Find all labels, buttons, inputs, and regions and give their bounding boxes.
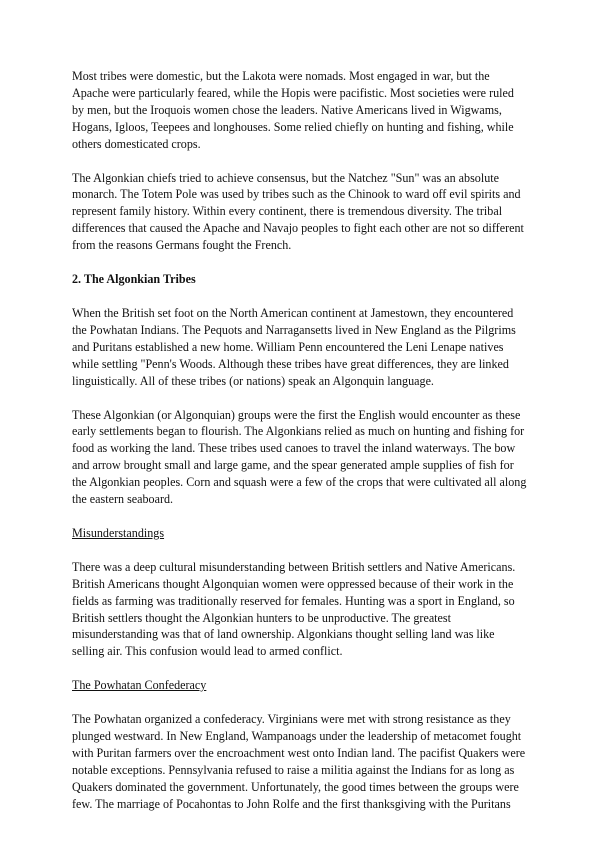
paragraph-algonkian-lifestyle: These Algonkian (or Algonquian) groups were the first the English would encounter as these early settlements began to flourish. The Algonkians relied as much on hunting and fishing for food as working the land. These tribes used canoes to travel the inland waterways. The bow and arrow brought small and large game, and the spear generated ample supplies of fish for the Algonkian peoples. Corn and squash were a few of the crops that were cultivated all along the eastern seaboard. xyxy=(72,407,527,507)
paragraph-tribal-diversity: Most tribes were domestic, but the Lakota were nomads. Most engaged in war, but the Apache were particularly feared, while the Hopis were pacifistic. Most societies were ruled by men, but the Iroquois women chose the leaders. Native Americans lived in Wigwams, Hogans, Igloos, Teepees and longhouses. Some relied chiefly on hunting and fishing, while others domesticated crops. xyxy=(72,69,514,151)
section-heading-algonkian-tribes: 2. The Algonkian Tribes xyxy=(72,272,196,287)
subheading-powhatan-confederacy: The Powhatan Confederacy xyxy=(72,678,207,693)
document-page xyxy=(72,68,528,830)
paragraph-governance-and-conflict: The Algonkian chiefs tried to achieve consensus, but the Natchez "Sun" was an absolute monarch. The Totem Pole was used by tribes such as the Chinook to ward off evil spirits and represent family history. Within every continent, there is tremendous diversity. The tribal differences that caused the Apache and Navajo peoples to fight each other are not so different from the reasons Germans fought the French. xyxy=(72,170,524,253)
paragraph-cultural-misunderstanding: There was a deep cultural misunderstanding between British settlers and Native Americans. British Americans thought Algonquian women were oppressed because of their work in the fields as farming was traditionally reserved for females. Hunting was a sport in England, so British settlers thought the Algonkian hunters to be unproductive. The greatest misunderstanding was that of land ownership. Algonkians thought selling land was like selling air. This confusion would lead to armed conflict. xyxy=(72,559,516,659)
paragraph-british-encounters: When the British set foot on the North American continent at Jamestown, they encountered the Powhatan Indians. The Pequots and Narragansetts lived in New England as the Pilgrims and Puritans established a new home. William Penn encountered the Leni Lenape natives while settling "Penn's Woods. Although these tribes have great differences, they are linked linguistically. All of these tribes (or nations) speak an Algonquin language. xyxy=(72,305,516,388)
paragraph-powhatan-confederacy: The Powhatan organized a confederacy. Virginians were met with strong resistance as they plunged westward. In New England, Wampanoags under the leadership of metacomet fought with Puritan farmers over the encroachment west onto Indian land. The pacifist Quakers were notable exceptions. Pennsylvania refused to raise a militia against the Indians for as long as Quakers dominated the government. Unfortunately, the good times between the groups were few. The marriage of Pocahontas to John Rolfe and the first thanksgiving with the Puritans xyxy=(72,712,526,811)
subheading-misunderstandings: Misunderstandings xyxy=(72,525,165,540)
